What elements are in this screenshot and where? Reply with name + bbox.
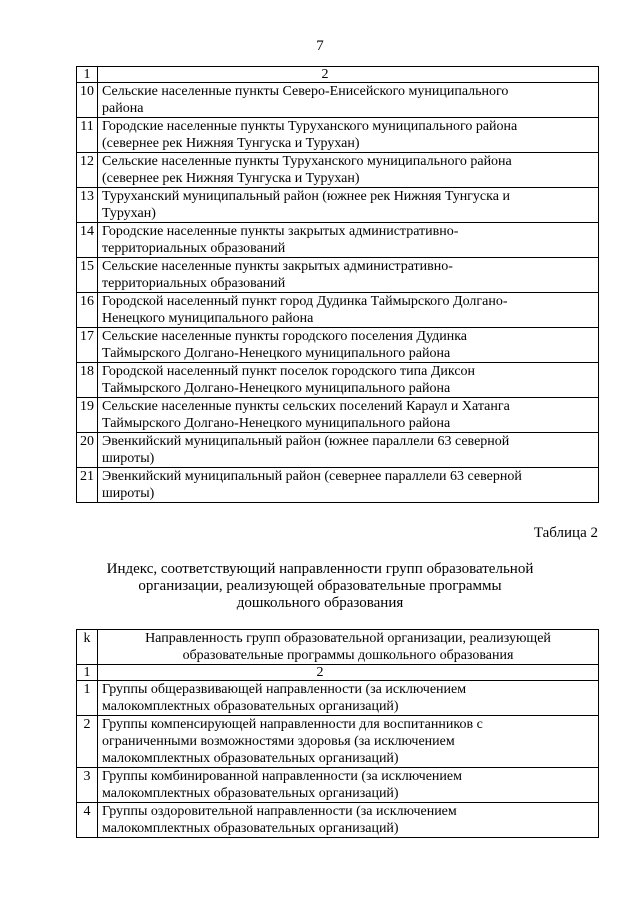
table-row <box>77 223 599 258</box>
row-number: 4 <box>77 803 98 838</box>
row-text: Группы комбинированной направленности (за исключением малокомплектных образовательных организаций) <box>98 768 599 803</box>
page-number: 7 <box>316 38 324 54</box>
row-text: Сельские населенные пункты Туруханского муниципального района (севернее рек Нижняя Тунгуска и Турухан) <box>98 153 599 188</box>
table-title-line: дошкольного образования <box>236 595 404 611</box>
table-header-row <box>77 630 599 665</box>
table-row <box>77 433 599 468</box>
row-number: 15 <box>77 258 98 293</box>
table-row <box>77 681 599 716</box>
row-number: 20 <box>77 433 98 468</box>
table-row <box>77 293 599 328</box>
table-index-row <box>77 665 599 681</box>
row-number: 3 <box>77 768 98 803</box>
row-text: Городской населенный пункт город Дудинка Таймырского Долгано-Ненецкого муниципального района <box>98 293 599 328</box>
table-header-row <box>77 67 599 83</box>
row-number: 18 <box>77 363 98 398</box>
row-number: 12 <box>77 153 98 188</box>
regions-table <box>76 66 599 503</box>
column-index-1: 1 <box>77 665 98 681</box>
row-text: Сельские населенные пункты сельских поселений Караул и Хатанга Таймырского Долгано-Ненецкого муниципального района <box>98 398 599 433</box>
row-text: Группы компенсирующей направленности для воспитанников с ограниченными возможностями здоровья (за исключением малокомплектных образовательных организаций) <box>98 716 599 768</box>
row-number: 19 <box>77 398 98 433</box>
table-row <box>77 118 599 153</box>
table-row <box>77 258 599 293</box>
row-text: Группы оздоровительной направленности (за исключением малокомплектных образовательных организаций) <box>98 803 599 838</box>
table-row <box>77 768 599 803</box>
row-text: Туруханский муниципальный район (южнее рек Нижняя Тунгуска и Турухан) <box>98 188 599 223</box>
row-text: Сельские населенные пункты городского поселения Дудинка Таймырского Долгано-Ненецкого муниципального района <box>98 328 599 363</box>
row-text: Эвенкийский муниципальный район (севернее параллели 63 северной широты) <box>98 468 599 503</box>
row-text: Городские населенные пункты Туруханского муниципального района (севернее рек Нижняя Тунгуска и Турухан) <box>98 118 599 153</box>
row-text: Сельские населенные пункты Северо-Енисейского муниципального района <box>98 83 599 118</box>
row-text: Городской населенный пункт поселок городского типа Диксон Таймырского Долгано-Ненецкого муниципального района <box>98 363 599 398</box>
row-number: 14 <box>77 223 98 258</box>
table-row <box>77 468 599 503</box>
row-number: 1 <box>77 681 98 716</box>
table-row <box>77 716 599 768</box>
row-number: 11 <box>77 118 98 153</box>
table-title <box>0 561 640 612</box>
table-row <box>77 803 599 838</box>
row-number: 17 <box>77 328 98 363</box>
row-number: 2 <box>77 716 98 768</box>
table-title-line: организации, реализующей образовательные программы <box>138 578 502 594</box>
table-row <box>77 398 599 433</box>
table-caption: Таблица 2 <box>533 525 598 541</box>
table-title-line: Индекс, соответствующий направленности групп образовательной <box>106 561 534 577</box>
column-header-direction: Направленность групп образовательной организации, реализующей образовательные программы дошкольного образования <box>98 630 599 665</box>
row-text: Сельские населенные пункты закрытых административно-территориальных образований <box>98 258 599 293</box>
row-number: 21 <box>77 468 98 503</box>
column-index-2: 2 <box>98 67 599 83</box>
column-index-2: 2 <box>98 665 599 681</box>
group-direction-table <box>76 629 599 838</box>
row-number: 10 <box>77 83 98 118</box>
row-number: 13 <box>77 188 98 223</box>
row-text: Эвенкийский муниципальный район (южнее параллели 63 северной широты) <box>98 433 599 468</box>
table-row <box>77 188 599 223</box>
table-row <box>77 153 599 188</box>
column-header-k: k <box>77 630 98 665</box>
table-row <box>77 83 599 118</box>
column-index-1: 1 <box>77 67 98 83</box>
table-row <box>77 328 599 363</box>
row-text: Городские населенные пункты закрытых административно-территориальных образований <box>98 223 599 258</box>
row-text: Группы общеразвивающей направленности (за исключением малокомплектных образовательных организаций) <box>98 681 599 716</box>
row-number: 16 <box>77 293 98 328</box>
table-row <box>77 363 599 398</box>
